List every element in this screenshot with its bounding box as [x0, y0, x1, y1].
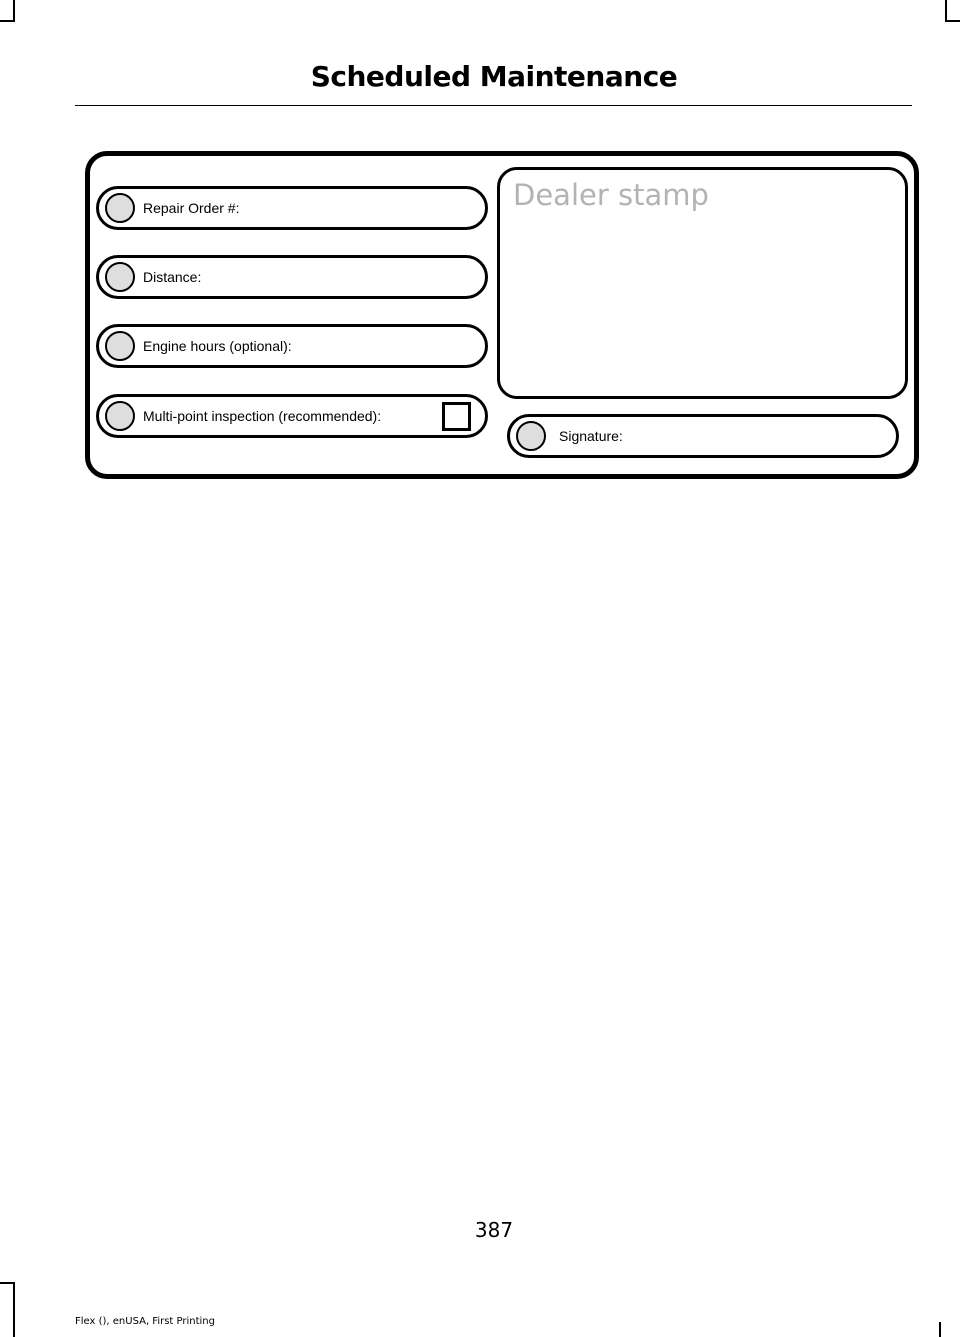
inspection-label: Multi-point inspection (recommended): [143, 408, 382, 424]
crop-mark-top-left-horizontal [0, 20, 15, 22]
crop-mark-top-left-vertical [13, 0, 15, 22]
field-marker-icon [105, 401, 135, 431]
crop-mark-bottom-left-horizontal [0, 1282, 15, 1284]
crop-mark-bottom-right-vertical [939, 1322, 941, 1337]
engine-hours-label: Engine hours (optional): [143, 338, 292, 354]
inspection-field [96, 394, 488, 438]
edition-footer: Flex (), enUSA, First Printing [75, 1316, 215, 1327]
crop-mark-top-right-vertical [945, 0, 947, 22]
page-number: 387 [474, 1218, 514, 1242]
signature-label: Signature: [559, 428, 623, 444]
crop-mark-bottom-left-vertical [13, 1282, 15, 1337]
inspection-checkbox[interactable] [442, 402, 471, 431]
engine-hours-field[interactable] [96, 324, 488, 368]
distance-field[interactable] [96, 255, 488, 299]
crop-mark-top-right-horizontal [945, 20, 960, 22]
signature-field[interactable] [507, 414, 899, 458]
title-divider [75, 105, 912, 106]
distance-label: Distance: [143, 269, 202, 285]
dealer-stamp-area [497, 167, 908, 399]
field-marker-icon [105, 193, 135, 223]
field-marker-icon [105, 262, 135, 292]
page-title: Scheduled Maintenance [310, 60, 678, 93]
dealer-stamp-label: Dealer stamp [513, 178, 709, 212]
repair-order-label: Repair Order #: [143, 200, 240, 216]
field-marker-icon [105, 331, 135, 361]
field-marker-icon [516, 421, 546, 451]
repair-order-field[interactable] [96, 186, 488, 230]
